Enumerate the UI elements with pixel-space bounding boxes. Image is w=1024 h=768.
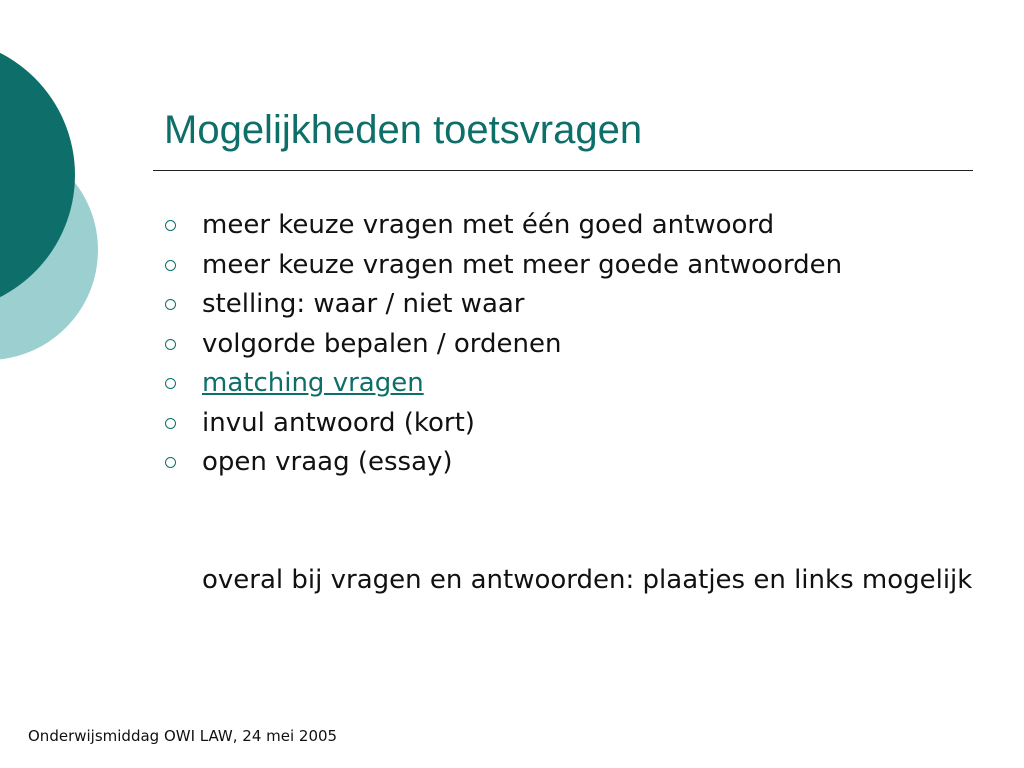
title-divider xyxy=(153,170,973,171)
bullet-text: invul antwoord (kort) xyxy=(202,407,475,438)
circle-bullet-icon xyxy=(165,220,176,231)
bullet-text: meer keuze vragen met één goed antwoord xyxy=(202,210,775,240)
slide-note: overal bij vragen en antwoorden: plaatjes en links mogelijk xyxy=(202,565,973,595)
bullet-text: open vraag (essay) xyxy=(202,447,453,477)
circle-bullet-icon xyxy=(165,378,176,389)
circle-bullet-icon xyxy=(165,457,176,468)
matching-vragen-link[interactable]: matching vragen xyxy=(202,368,424,398)
bullet-text: volgorde bepalen / ordenen xyxy=(202,328,562,359)
circle-bullet-icon xyxy=(165,260,176,271)
circle-bullet-icon xyxy=(165,418,176,429)
decorative-circles xyxy=(0,0,110,410)
slide-title: Mogelijkheden toetsvragen xyxy=(164,108,643,152)
bullet-text: meer keuze vragen met meer goede antwoorden xyxy=(202,249,843,280)
bullet-text: stelling: waar / niet waar xyxy=(202,289,525,319)
circle-bullet-icon xyxy=(165,299,176,310)
slide-footer: Onderwijsmiddag OWI LAW, 24 mei 2005 xyxy=(28,727,338,745)
circle-bullet-icon xyxy=(165,339,176,350)
